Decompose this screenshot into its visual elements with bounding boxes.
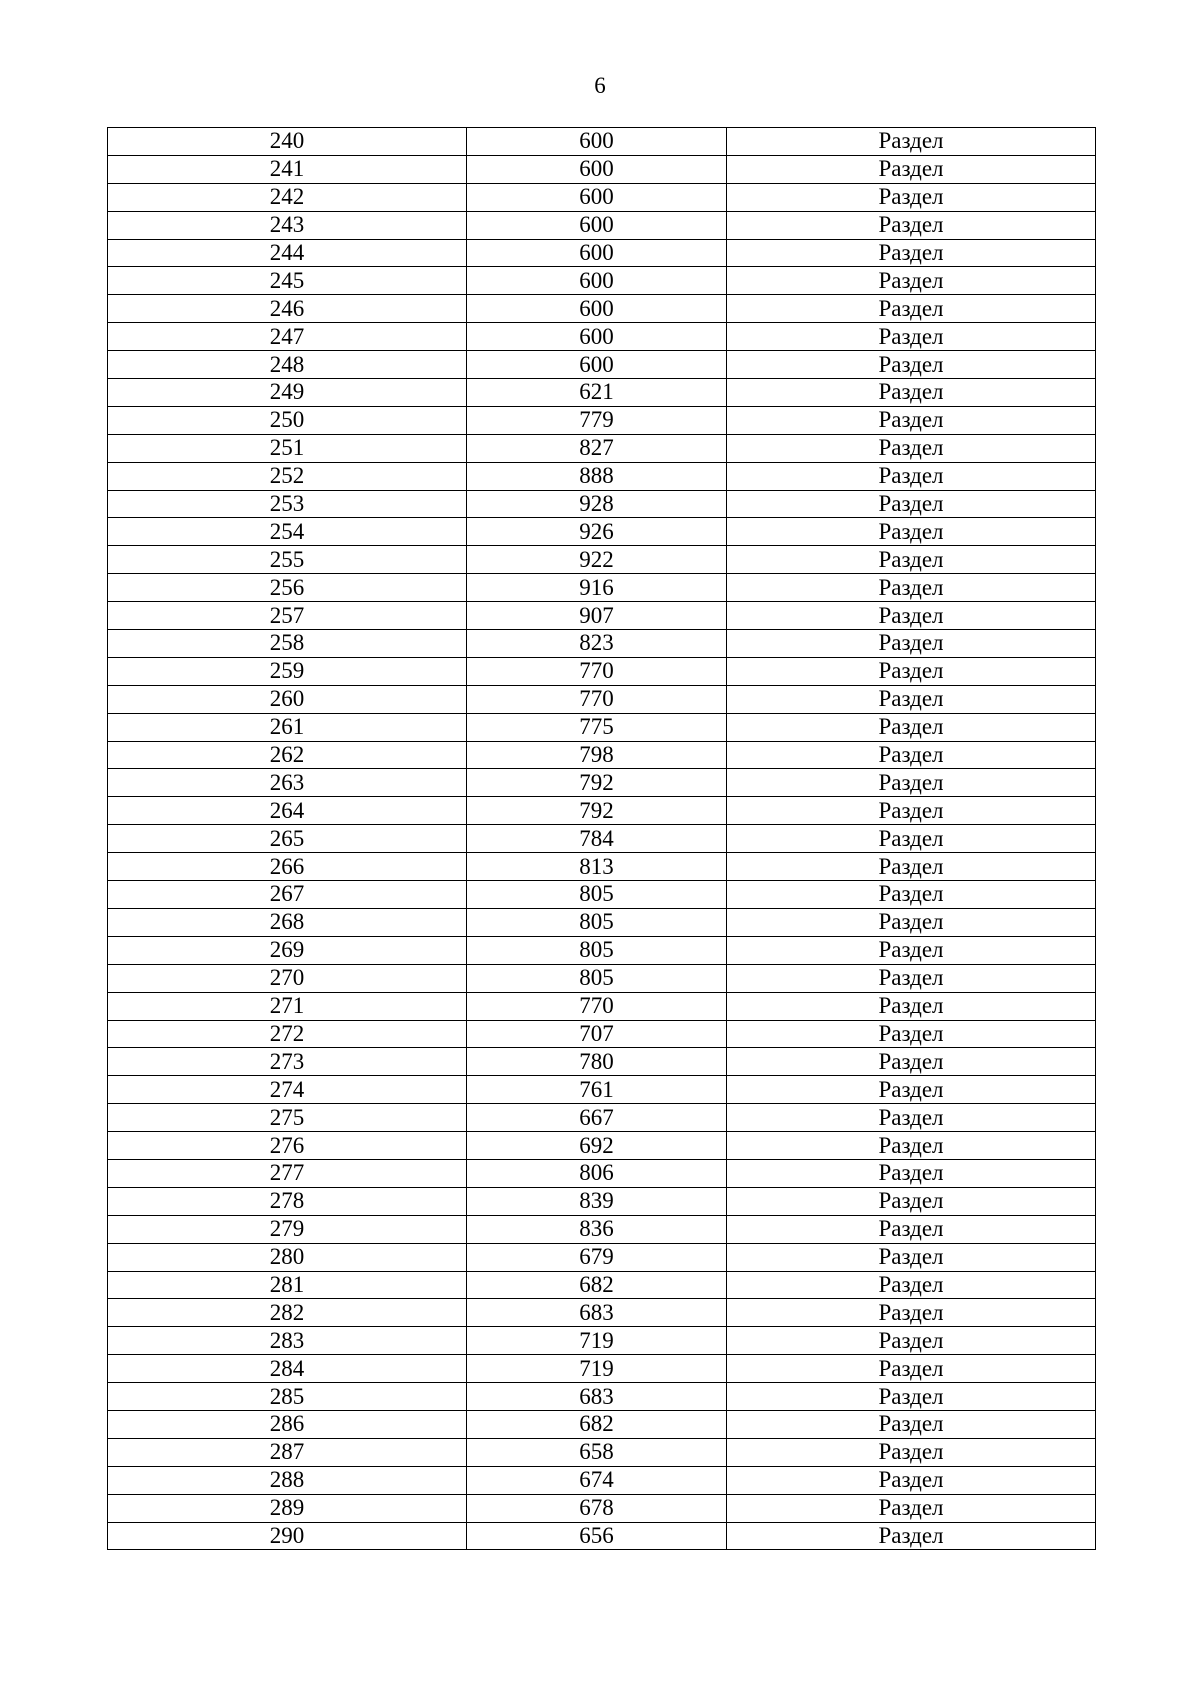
table-row: [108, 602, 1096, 630]
value-cell: 805: [467, 936, 727, 964]
row-number-cell: 282: [108, 1299, 467, 1327]
row-number-cell: 260: [108, 685, 467, 713]
table-row: [108, 239, 1096, 267]
value-cell: 784: [467, 825, 727, 853]
table-row: [108, 1383, 1096, 1411]
value-cell: 779: [467, 406, 727, 434]
section-cell: Раздел: [727, 462, 1096, 490]
table-row: [108, 853, 1096, 881]
value-cell: 719: [467, 1355, 727, 1383]
table-row: [108, 546, 1096, 574]
row-number-cell: 271: [108, 992, 467, 1020]
value-cell: 678: [467, 1494, 727, 1522]
value-cell: 600: [467, 267, 727, 295]
table-row: [108, 741, 1096, 769]
table-row: [108, 1327, 1096, 1355]
value-cell: 805: [467, 881, 727, 909]
row-number-cell: 288: [108, 1466, 467, 1494]
value-cell: 780: [467, 1048, 727, 1076]
page-number: 6: [594, 73, 606, 98]
table-row: [108, 1438, 1096, 1466]
value-cell: 707: [467, 1020, 727, 1048]
table-row: [108, 295, 1096, 323]
value-cell: 683: [467, 1299, 727, 1327]
table-row: [108, 630, 1096, 658]
row-number-cell: 275: [108, 1104, 467, 1132]
table-row: [108, 1048, 1096, 1076]
section-cell: Раздел: [727, 713, 1096, 741]
section-cell: Раздел: [727, 602, 1096, 630]
table-row: [108, 1466, 1096, 1494]
value-cell: 806: [467, 1159, 727, 1187]
table-row: [108, 1522, 1096, 1550]
table-row: [108, 908, 1096, 936]
section-cell: Раздел: [727, 825, 1096, 853]
section-cell: Раздел: [727, 1466, 1096, 1494]
section-cell: Раздел: [727, 1243, 1096, 1271]
row-number-cell: 257: [108, 602, 467, 630]
section-cell: Раздел: [727, 1383, 1096, 1411]
section-cell: Раздел: [727, 351, 1096, 379]
section-cell: Раздел: [727, 1522, 1096, 1550]
table-row: [108, 1410, 1096, 1438]
value-cell: 813: [467, 853, 727, 881]
value-cell: 600: [467, 295, 727, 323]
row-number-cell: 264: [108, 797, 467, 825]
value-cell: 805: [467, 908, 727, 936]
row-number-cell: 277: [108, 1159, 467, 1187]
table-row: [108, 1355, 1096, 1383]
section-cell: Раздел: [727, 936, 1096, 964]
row-number-cell: 272: [108, 1020, 467, 1048]
section-cell: Раздел: [727, 769, 1096, 797]
section-cell: Раздел: [727, 239, 1096, 267]
section-cell: Раздел: [727, 546, 1096, 574]
value-cell: 656: [467, 1522, 727, 1550]
table-row: [108, 825, 1096, 853]
table-row: [108, 713, 1096, 741]
value-cell: 679: [467, 1243, 727, 1271]
row-number-cell: 266: [108, 853, 467, 881]
value-cell: 761: [467, 1076, 727, 1104]
section-cell: Раздел: [727, 1299, 1096, 1327]
value-cell: 792: [467, 769, 727, 797]
row-number-cell: 244: [108, 239, 467, 267]
table-row: [108, 1271, 1096, 1299]
row-number-cell: 263: [108, 769, 467, 797]
section-cell: Раздел: [727, 908, 1096, 936]
table-row: [108, 1494, 1096, 1522]
section-cell: Раздел: [727, 518, 1096, 546]
table-row: [108, 1299, 1096, 1327]
row-number-cell: 243: [108, 211, 467, 239]
row-number-cell: 255: [108, 546, 467, 574]
row-number-cell: 286: [108, 1410, 467, 1438]
section-cell: Раздел: [727, 1327, 1096, 1355]
value-cell: 667: [467, 1104, 727, 1132]
row-number-cell: 283: [108, 1327, 467, 1355]
row-number-cell: 269: [108, 936, 467, 964]
value-cell: 926: [467, 518, 727, 546]
section-cell: Раздел: [727, 155, 1096, 183]
table-row: [108, 1243, 1096, 1271]
table-body: [108, 128, 1096, 1550]
section-cell: Раздел: [727, 1355, 1096, 1383]
row-number-cell: 249: [108, 379, 467, 407]
value-cell: 683: [467, 1383, 727, 1411]
value-cell: 798: [467, 741, 727, 769]
value-cell: 922: [467, 546, 727, 574]
row-number-cell: 254: [108, 518, 467, 546]
section-cell: Раздел: [727, 797, 1096, 825]
table-row: [108, 936, 1096, 964]
value-cell: 836: [467, 1215, 727, 1243]
section-cell: Раздел: [727, 1271, 1096, 1299]
section-cell: Раздел: [727, 1076, 1096, 1104]
value-cell: 600: [467, 183, 727, 211]
table-row: [108, 211, 1096, 239]
section-cell: Раздел: [727, 1494, 1096, 1522]
row-number-cell: 241: [108, 155, 467, 183]
row-number-cell: 284: [108, 1355, 467, 1383]
row-number-cell: 240: [108, 128, 467, 156]
row-number-cell: 253: [108, 490, 467, 518]
section-cell: Раздел: [727, 434, 1096, 462]
section-cell: Раздел: [727, 128, 1096, 156]
section-cell: Раздел: [727, 1159, 1096, 1187]
section-cell: Раздел: [727, 1020, 1096, 1048]
row-number-cell: 279: [108, 1215, 467, 1243]
table-row: [108, 267, 1096, 295]
value-cell: 621: [467, 379, 727, 407]
row-number-cell: 252: [108, 462, 467, 490]
section-cell: Раздел: [727, 379, 1096, 407]
row-number-cell: 278: [108, 1187, 467, 1215]
section-cell: Раздел: [727, 183, 1096, 211]
row-number-cell: 251: [108, 434, 467, 462]
row-number-cell: 287: [108, 1438, 467, 1466]
row-number-cell: 245: [108, 267, 467, 295]
section-cell: Раздел: [727, 490, 1096, 518]
table-row: [108, 434, 1096, 462]
row-number-cell: 268: [108, 908, 467, 936]
table-row: [108, 1132, 1096, 1160]
row-number-cell: 265: [108, 825, 467, 853]
table-row: [108, 1104, 1096, 1132]
row-number-cell: 248: [108, 351, 467, 379]
section-cell: Раздел: [727, 1410, 1096, 1438]
section-cell: Раздел: [727, 1132, 1096, 1160]
value-cell: 719: [467, 1327, 727, 1355]
table-row: [108, 769, 1096, 797]
table-row: [108, 797, 1096, 825]
table-row: [108, 1187, 1096, 1215]
row-number-cell: 262: [108, 741, 467, 769]
table-row: [108, 685, 1096, 713]
row-number-cell: 273: [108, 1048, 467, 1076]
section-cell: Раздел: [727, 295, 1096, 323]
row-number-cell: 274: [108, 1076, 467, 1104]
section-cell: Раздел: [727, 741, 1096, 769]
row-number-cell: 285: [108, 1383, 467, 1411]
table-row: [108, 992, 1096, 1020]
row-number-cell: 290: [108, 1522, 467, 1550]
row-number-cell: 250: [108, 406, 467, 434]
value-cell: 770: [467, 992, 727, 1020]
table-row: [108, 518, 1096, 546]
value-cell: 674: [467, 1466, 727, 1494]
row-number-cell: 267: [108, 881, 467, 909]
table-row: [108, 379, 1096, 407]
row-number-cell: 276: [108, 1132, 467, 1160]
value-cell: 682: [467, 1271, 727, 1299]
section-cell: Раздел: [727, 1215, 1096, 1243]
row-number-cell: 261: [108, 713, 467, 741]
section-cell: Раздел: [727, 406, 1096, 434]
value-cell: 907: [467, 602, 727, 630]
table-row: [108, 490, 1096, 518]
row-number-cell: 270: [108, 964, 467, 992]
value-cell: 839: [467, 1187, 727, 1215]
value-cell: 600: [467, 351, 727, 379]
value-cell: 770: [467, 657, 727, 685]
table-row: [108, 183, 1096, 211]
section-cell: Раздел: [727, 323, 1096, 351]
value-cell: 888: [467, 462, 727, 490]
table-row: [108, 881, 1096, 909]
section-cell: Раздел: [727, 574, 1096, 602]
section-cell: Раздел: [727, 657, 1096, 685]
table-row: [108, 351, 1096, 379]
table-row: [108, 1215, 1096, 1243]
row-number-cell: 259: [108, 657, 467, 685]
table-row: [108, 1159, 1096, 1187]
value-cell: 600: [467, 323, 727, 351]
value-cell: 792: [467, 797, 727, 825]
value-cell: 928: [467, 490, 727, 518]
table-row: [108, 574, 1096, 602]
value-cell: 827: [467, 434, 727, 462]
table-row: [108, 1020, 1096, 1048]
section-cell: Раздел: [727, 1187, 1096, 1215]
value-cell: 600: [467, 211, 727, 239]
table-row: [108, 128, 1096, 156]
row-number-cell: 280: [108, 1243, 467, 1271]
value-cell: 805: [467, 964, 727, 992]
value-cell: 600: [467, 155, 727, 183]
value-cell: 600: [467, 239, 727, 267]
section-cell: Раздел: [727, 630, 1096, 658]
table-row: [108, 462, 1096, 490]
section-cell: Раздел: [727, 685, 1096, 713]
value-cell: 600: [467, 128, 727, 156]
section-cell: Раздел: [727, 211, 1096, 239]
section-cell: Раздел: [727, 1438, 1096, 1466]
value-cell: 823: [467, 630, 727, 658]
section-cell: Раздел: [727, 1048, 1096, 1076]
value-cell: 770: [467, 685, 727, 713]
row-number-cell: 242: [108, 183, 467, 211]
table-row: [108, 964, 1096, 992]
table-row: [108, 323, 1096, 351]
value-cell: 775: [467, 713, 727, 741]
section-cell: Раздел: [727, 853, 1096, 881]
table-row: [108, 155, 1096, 183]
row-number-cell: 289: [108, 1494, 467, 1522]
data-table: [107, 127, 1096, 1550]
section-cell: Раздел: [727, 1104, 1096, 1132]
row-number-cell: 247: [108, 323, 467, 351]
section-cell: Раздел: [727, 992, 1096, 1020]
table-row: [108, 406, 1096, 434]
section-cell: Раздел: [727, 267, 1096, 295]
table-row: [108, 657, 1096, 685]
section-cell: Раздел: [727, 881, 1096, 909]
value-cell: 916: [467, 574, 727, 602]
table-row: [108, 1076, 1096, 1104]
row-number-cell: 258: [108, 630, 467, 658]
row-number-cell: 246: [108, 295, 467, 323]
value-cell: 658: [467, 1438, 727, 1466]
value-cell: 682: [467, 1410, 727, 1438]
row-number-cell: 256: [108, 574, 467, 602]
value-cell: 692: [467, 1132, 727, 1160]
row-number-cell: 281: [108, 1271, 467, 1299]
section-cell: Раздел: [727, 964, 1096, 992]
